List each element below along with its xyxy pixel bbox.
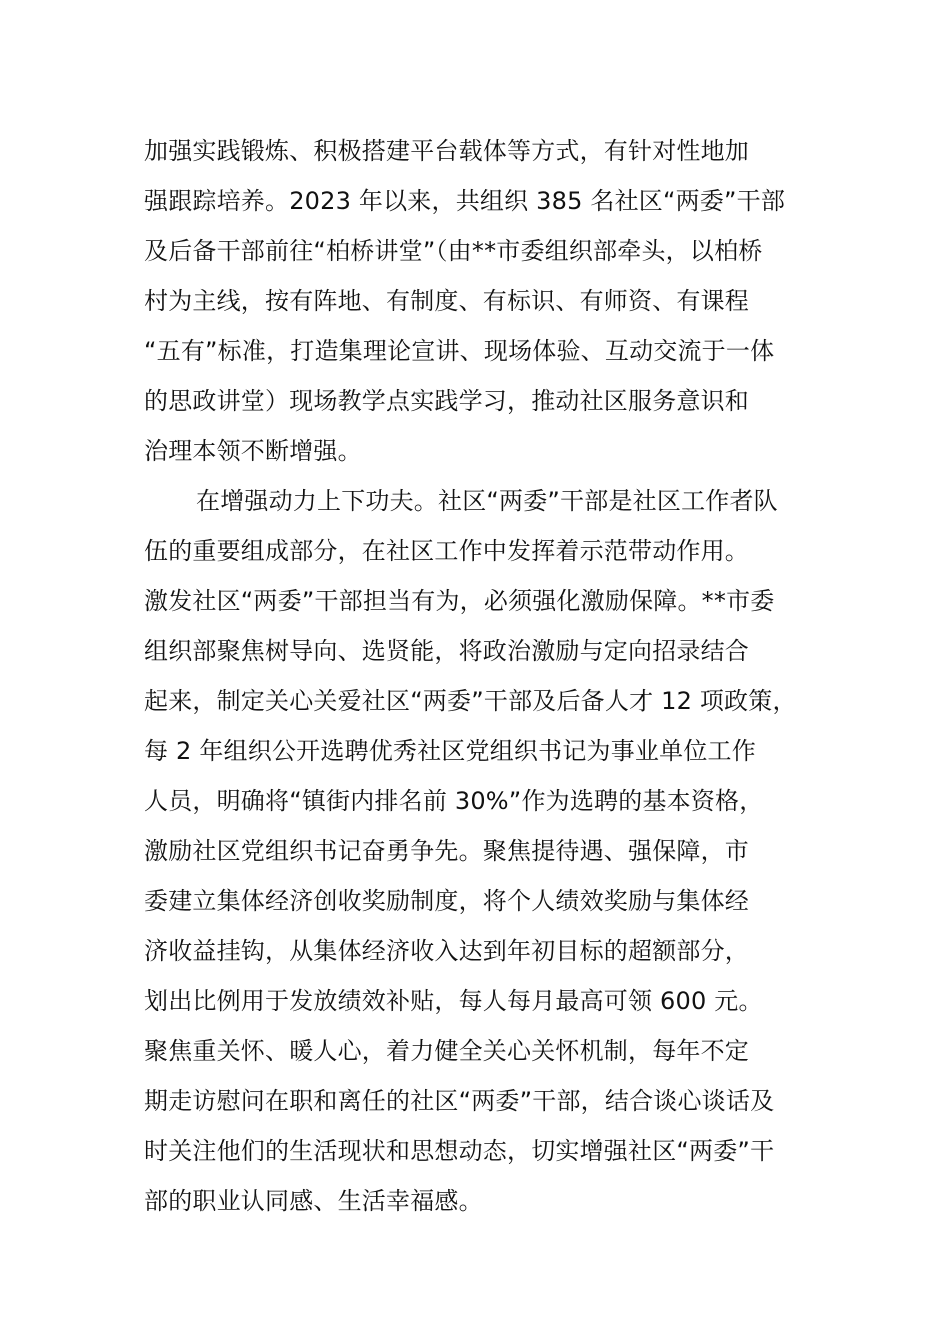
document-body: [144, 126, 844, 1226]
paragraph-line: 强跟踪培养。2023 年以来，共组织 385 名社区“两委”干部: [144, 187, 786, 215]
paragraph-line: 聚焦重关怀、暖人心，着力健全关心关怀机制，每年不定: [144, 1037, 749, 1065]
paragraph-line: 部的职业认同感、生活幸福感。: [144, 1187, 483, 1215]
paragraph-line: 时关注他们的生活现状和思想动态，切实增强社区“两委”干: [144, 1137, 775, 1165]
paragraph-line: 激励社区党组织书记奋勇争先。聚焦提待遇、强保障，市: [144, 837, 749, 865]
paragraph-2: [144, 476, 844, 1226]
paragraph-line: 在增强动力上下功夫。社区“两委”干部是社区工作者队: [196, 487, 778, 515]
paragraph-line: 划出比例用于发放绩效补贴，每人每月最高可领 600 元。: [144, 987, 763, 1015]
paragraph-line: 济收益挂钩，从集体经济收入达到年初目标的超额部分，: [144, 937, 749, 965]
paragraph-line: 每 2 年组织公开选聘优秀社区党组织书记为事业单位工作: [144, 737, 756, 765]
paragraph-1: [144, 126, 844, 476]
paragraph-line: 治理本领不断增强。: [144, 437, 362, 465]
paragraph-line: 起来，制定关心关爱社区“两委”干部及后备人才 12 项政策，: [144, 687, 797, 715]
paragraph-line: 加强实践锻炼、积极搭建平台载体等方式，有针对性地加: [144, 137, 749, 165]
paragraph-line: 的思政讲堂）现场教学点实践学习，推动社区服务意识和: [144, 387, 749, 415]
paragraph-line: “五有”标准，打造集理论宣讲、现场体验、互动交流于一体: [144, 337, 775, 365]
paragraph-line: 伍的重要组成部分，在社区工作中发挥着示范带动作用。: [144, 537, 749, 565]
paragraph-line: 村为主线，按有阵地、有制度、有标识、有师资、有课程: [144, 287, 749, 315]
paragraph-line: 及后备干部前往“柏桥讲堂”（由**市委组织部牵头，以柏桥: [144, 237, 763, 265]
paragraph-line: 人员，明确将“镇街内排名前 30%”作为选聘的基本资格，: [144, 787, 764, 815]
paragraph-line: 期走访慰问在职和离任的社区“两委”干部，结合谈心谈话及: [144, 1087, 775, 1115]
paragraph-line: 激发社区“两委”干部担当有为，必须强化激励保障。**市委: [144, 587, 775, 615]
paragraph-line: 委建立集体经济创收奖励制度，将个人绩效奖励与集体经: [144, 887, 749, 915]
paragraph-line: 组织部聚焦树导向、选贤能，将政治激励与定向招录结合: [144, 637, 749, 665]
